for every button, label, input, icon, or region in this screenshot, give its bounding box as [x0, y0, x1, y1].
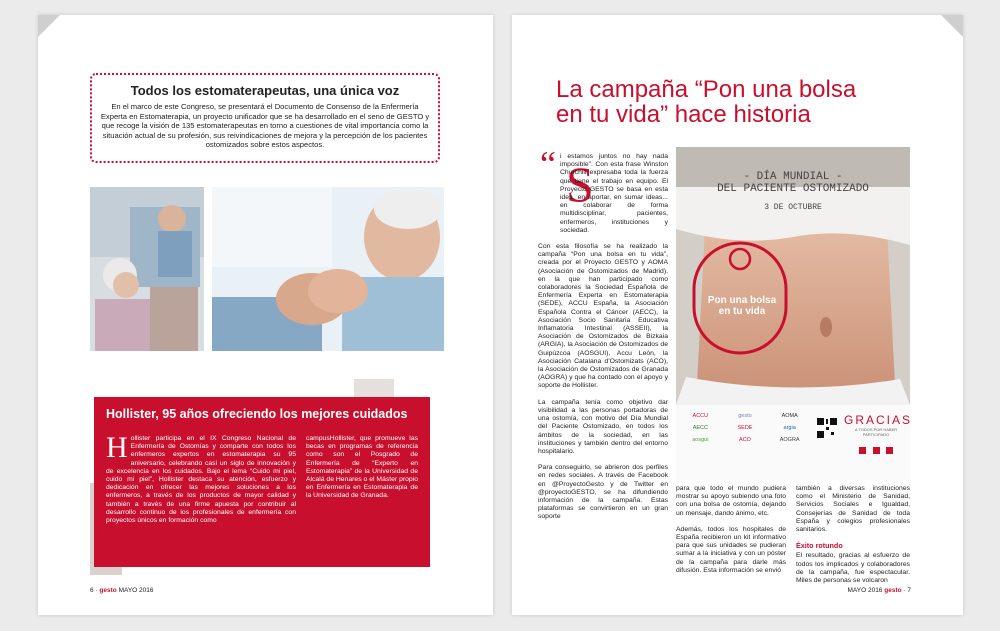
sponsor-logo: AECC [692, 425, 708, 431]
campaign-poster [676, 147, 910, 405]
subheading: Éxito rotundo [796, 541, 843, 551]
left-page [38, 15, 493, 615]
drop-cap: S [566, 156, 594, 212]
instagram-icon [873, 447, 880, 454]
holding-hands-photo [212, 187, 444, 351]
paragraph: i estamos juntos no hay nada imposible”. Con esta frase Winston Churchill expresaba toda la fuerza que tiene el trabajo en equipo. El Proyecto GESTO se basa en esta idea, en aportar, en sumar ideas... en colaborar de forma multidisciplinar, pacientes, enfermeros, instituciones y sociedad. [560, 153, 668, 234]
article-title: La campaña “Pon una bolsa en tu vida” hace historia [556, 76, 857, 128]
twitter-icon [859, 447, 866, 454]
poster-slogan: Pon una bolsa en tu vida [707, 295, 777, 317]
paragraph: Con esta filosofía se ha realizado la campaña “Pon una bolsa en tu vida”, creada por el Proyecto GESTO y AOMA (Asociación de Ostomizados de Madrid), en la que han participado como colaboradores la Sociedad Española de Enfermería Experta en Estomaterapia (SEDE), ACCU España, la Asociación Española Contra el Cáncer (AECC), la Asociación Socio Sanitaria Educativa Inflamatoria Intestinal (ASSEII), la Asociación de Ostomizados de Bizkaia (ARGIA), la Asociación de Ostomizados de Guipúzcoa (AOSGUI), Accu León, la Asociación Catalana d'Ostomizats (ACO), la Asociación de Ostomizados de Granada (AOGRA) y que ha contado con el apoyo y soporte de Hollister. [538, 243, 668, 390]
sponsor-logo: AOMA [781, 413, 798, 419]
page-number: 6 [90, 587, 94, 594]
sponsor-logo: gesto [738, 413, 752, 419]
sponsor-logo: ACO [739, 437, 751, 443]
thanks-title: GRACIAS [844, 413, 913, 427]
hollister-text-1: ollister participa en el IX Congreso Nacional de Enfermería de Ostomías y comparte con todos los enfermeros expertos en estomaterapia su 95 aniversario, celebrando casi un siglo de innovación y de excelencia en los cuidados. Bajo el lema “Cuido mi piel, cuido mi piel”, Hollister destaca su atención, esfuerzo y dedicación en ofrecer las mejores soluciones a los enfermeros, a través de los productos de mayor calidad y también a través de una firme apuesta por contribuir al desarrollo continuo de los profesionales de enfermería con proyectos únicos en formación como [106, 435, 296, 525]
article-column-2 [676, 485, 786, 583]
nurse-elderly-photo [90, 187, 204, 351]
article-column-1 [538, 153, 668, 530]
page-number: 7 [907, 587, 911, 594]
quote-mark: “ [540, 144, 556, 184]
drop-cap: H [106, 431, 128, 464]
page-fold-icon [941, 15, 963, 37]
paragraph: Además, todos los hospitales de España recibieron un kit informativo para que sus unidades se pudieran sumar a la iniciativa y con un póster de la campaña para darle más difusión. Esta información se envió [676, 525, 786, 574]
hollister-box [94, 397, 430, 567]
hollister-column-2: campusHollister, que promueve las becas en programas de referencia como son el Posgrado de Enfermería de “Experto en Estomaterapia” de la Universidad de Alcalá de Henares o el Máster propio en Enfermería en Estomaterapia de la Universidad de Granada. [306, 435, 418, 500]
sponsor-logo: SEDE [737, 425, 753, 431]
poster-line2: DEL PACIENTE OSTOMIZADO [717, 183, 869, 195]
paragraph: El resultado, gracias al esfuerzo de todos los implicados y colaboradores de la campaña, fue espectacular. Miles de personas se volcaron [796, 552, 910, 585]
paragraph: Para conseguirlo, se abrieron dos perfiles en redes sociales. A través de Facebook en @ProyectoGesto y de Twitter en @proyectoGESTO, se ha difundiendo información de la campaña. Estas plataformas se convirtieron en un gran soporte [538, 464, 668, 521]
poster-line1: - DÍA MUNDIAL - [743, 171, 843, 183]
magazine-name: gesto [884, 587, 902, 594]
callout-text: En el marco de este Congreso, se presentará el Documento de Consenso de la Enfermería Experta en Estomaterapia, un proyecto unificador que se ha desarrollado en el seno de GESTO y que recoge la visión de 135 estomaterapeutas en torno a cuestiones de vital importancia como la situación actual de su profesión, sus reivindicaciones de mejora y la percepción de los pacientes ostomizados sobre estos aspectos. [100, 102, 430, 149]
hollister-title: Hollister, 95 años ofreciendo los mejores cuidados [106, 407, 408, 421]
paragraph: La campaña tenía como objetivo dar visibilidad a las personas portadoras de una ostomía, con motivo del Día Mundial del Paciente Ostomizado, en todos los ámbitos de la sociedad, en las instituciones y también dentro del entorno hospitalario. [538, 398, 668, 455]
facebook-icon [886, 447, 893, 454]
right-page [512, 15, 963, 615]
page-fold-icon [38, 15, 60, 37]
paragraph: también a diversas instituciones como el Ministerio de Sanidad, Servicios Sociales e Igualdad, Consejerías de Sanidad de toda España y colegios profesionales sanitarios. [796, 485, 910, 534]
sponsor-logo: ACCU [692, 413, 709, 419]
paragraph: para que todo el mundo pudiera mostrar su apoyo subiendo una foto con una bolsa de ostomía, dejando un mensaje, dando ánimo, etc. [676, 485, 786, 517]
hollister-column-1 [106, 431, 296, 525]
qr-code-icon [816, 417, 838, 439]
sponsor-logo: argia [783, 425, 796, 431]
article-column-3 [796, 485, 910, 593]
sponsor-strip [676, 405, 913, 480]
sponsor-logo: AOGRA [779, 437, 800, 443]
magazine-name: gesto [99, 587, 117, 594]
thanks-subtitle: A TODOS POR HABER PARTICIPADO [854, 427, 898, 437]
callout-title: Todos los estomaterapeutas, una única voz [130, 83, 400, 98]
sponsor-logo: aosgui [692, 437, 709, 443]
left-folio: 6 · gesto MAYO 2016 [90, 587, 154, 594]
right-folio: MAYO 2016 gesto · 7 [847, 587, 911, 594]
poster-date: 3 DE OCTUBRE [764, 203, 822, 212]
issue-date: MAYO 2016 [118, 587, 154, 594]
issue-date: MAYO 2016 [847, 587, 883, 594]
congress-callout-box [90, 73, 440, 163]
